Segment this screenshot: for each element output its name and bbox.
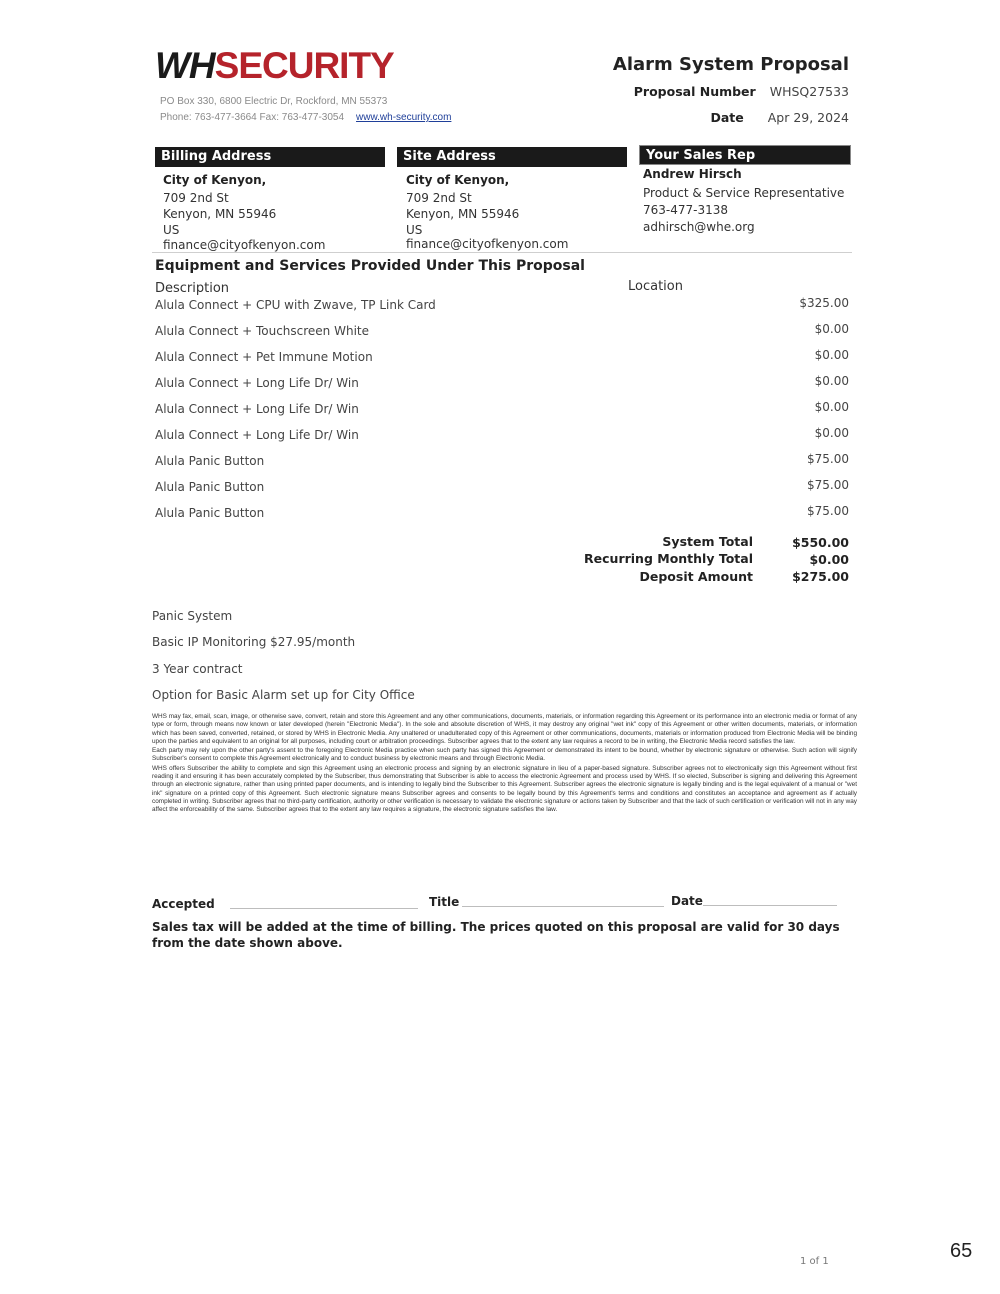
site-address-heading: Site Address <box>397 147 627 167</box>
item-price: $0.00 <box>814 400 849 414</box>
note-line: 3 Year contract <box>152 662 243 676</box>
item-description: Alula Panic Button <box>155 480 265 494</box>
sales-rep-email: adhirsch@whe.org <box>643 220 755 234</box>
company-website-link[interactable]: www.wh-security.com <box>356 112 452 123</box>
item-price: $325.00 <box>799 296 849 310</box>
legal-terms <box>152 713 857 816</box>
billing-line1: 709 2nd St <box>163 191 229 205</box>
sales-rep-heading: Your Sales Rep <box>639 145 851 165</box>
billing-name: City of Kenyon, <box>163 173 267 187</box>
page-title: Alarm System Proposal <box>612 54 849 75</box>
deposit-amount-label: Deposit Amount <box>639 569 753 584</box>
company-address: PO Box 330, 6800 Electric Dr, Rockford, MN 55373 <box>160 96 388 107</box>
proposal-number-value: WHSQ27533 <box>769 84 849 99</box>
date-label: Date <box>710 110 744 125</box>
sales-tax-note: Sales tax will be added at the time of billing. The prices quoted on this proposal are valid for 30 days from the date shown above. <box>152 920 840 950</box>
date-signature-label: Date <box>671 894 703 908</box>
item-description: Alula Connect + Pet Immune Motion <box>155 350 373 364</box>
legal-paragraph: WHS may fax, email, scan, image, or otherwise save, convert, retain and store this Agreement and any other communications, documents, materials, or information regarding this Agreement or its performance into an electronic media or format of any type or form, through means now known or later developed (herein "Electronic Media"). In the sole and absolute discretion of WHS, it may destroy any original "wet ink" copy of this Agreement or other written documents, materials, or information which has been saved, converted, retained, or stored by WHS in Electronic Media. Any unaltered or unadulterated copy of this Agreement or other communications, documents, materials or information produced from Electronic Media will be binding upon the parties and equivalent to an original for all purposes, including court or arbitration proceedings. Subscriber agrees that to the extent any law requires a record to be in writing, the Electronic Media record satisfies the law. <box>152 713 857 745</box>
date-signature-line[interactable] <box>703 905 837 906</box>
deposit-amount-value: $275.00 <box>792 569 849 584</box>
sales-rep-phone: 763-477-3138 <box>643 203 729 217</box>
title-signature-line[interactable] <box>462 906 664 907</box>
company-phone: Phone: 763-477-3664 Fax: 763-477-3054 <box>160 112 345 123</box>
accepted-signature-line[interactable] <box>230 908 418 909</box>
site-country: US <box>406 223 423 237</box>
note-line: Panic System <box>152 609 233 623</box>
note-line: Option for Basic Alarm set up for City Office <box>152 688 415 702</box>
site-email: finance@cityofkenyon.com <box>406 237 569 251</box>
item-price: $0.00 <box>814 374 849 388</box>
accepted-label: Accepted <box>152 897 215 911</box>
billing-address-block <box>163 172 276 238</box>
date-row <box>710 110 849 125</box>
item-description: Alula Connect + Touchscreen White <box>155 324 369 338</box>
item-description: Alula Connect + Long Life Dr/ Win <box>155 376 359 390</box>
logo-wh: WH <box>155 45 215 86</box>
site-address-block <box>406 172 519 238</box>
legal-paragraph: WHS offers Subscriber the ability to complete and sign this Agreement using an electronic process and signing by an electronic signature in lieu of a paper-based signature. Subscriber agrees not to electronically sign this Agreement without first reading it and ensuring it has been accurately completed by the Subscriber, thus demonstrating that Subscriber is able to access the electronic Agreement and process used by WHS. If so elected, Subscriber is signing and delivering this Agreement through an electronic signature, rather than using printed paper documents, and is intending to legally bind the Subscriber to this Agreement. Subscriber agrees the electronic signature is legally binding and is the legal equivalent of a manual or "wet ink" signature on a printed copy of this Agreement. Such electronic signature means Subscriber agrees and consents to be legally bound by this Agreement's terms and conditions and constitutes an acceptance and agreement as if actually completed in writing. Subscriber agrees that no third-party certification, authority or other verification is necessary to validate the electronic signature or actions taken by Subscriber and that the lack of such certification or verification will not in any way affect the enforceability of the same. Subscriber agrees that to the extent any law requires a signature, the electronic signature satisfies the law. <box>152 764 857 814</box>
sales-rep-role: Product & Service Representative <box>643 186 845 200</box>
item-price: $0.00 <box>814 322 849 336</box>
site-line1: 709 2nd St <box>406 191 472 205</box>
page-count: 1 of 1 <box>800 1256 829 1267</box>
item-description: Alula Connect + CPU with Zwave, TP Link Card <box>155 298 436 312</box>
item-price: $0.00 <box>814 426 849 440</box>
sales-rep-block <box>643 166 844 236</box>
item-price: $75.00 <box>807 504 849 518</box>
item-description: Alula Connect + Long Life Dr/ Win <box>155 402 359 416</box>
note-line: Basic IP Monitoring $27.95/month <box>152 635 356 649</box>
company-logo <box>155 44 394 88</box>
logo-security: SECURITY <box>214 45 394 86</box>
system-total-label: System Total <box>662 534 753 549</box>
title-label: Title <box>429 895 460 909</box>
legal-paragraph: Each party may rely upon the other party's assent to the foregoing Electronic Media practice when such party has signed this Agreement or demonstrated its intent to be bound, whether by electronic signature or otherwise. Such action will signify Subscriber's consent to complete this Agreement electronically and to conduct business by electronic means and through Electronic Media. <box>152 747 857 763</box>
item-price: $75.00 <box>807 478 849 492</box>
proposal-number-row <box>634 84 849 99</box>
billing-line2: Kenyon, MN 55946 <box>163 207 277 221</box>
description-column-header: Description <box>155 281 230 296</box>
recurring-monthly-value: $0.00 <box>809 552 849 567</box>
recurring-monthly-label: Recurring Monthly Total <box>584 551 753 566</box>
item-price: $75.00 <box>807 452 849 466</box>
section-divider <box>152 252 852 253</box>
equipment-section-title: Equipment and Services Provided Under This Proposal <box>155 258 585 274</box>
site-line2: Kenyon, MN 55946 <box>406 207 520 221</box>
proposal-number-label: Proposal Number <box>633 84 756 99</box>
billing-address-heading: Billing Address <box>155 147 385 167</box>
site-name: City of Kenyon, <box>406 173 510 187</box>
location-column-header: Location <box>628 279 683 294</box>
date-value: Apr 29, 2024 <box>767 110 849 125</box>
item-description: Alula Connect + Long Life Dr/ Win <box>155 428 359 442</box>
company-contact-line <box>160 112 451 123</box>
system-total-value: $550.00 <box>792 535 849 550</box>
billing-country: US <box>163 223 180 237</box>
sales-rep-name: Andrew Hirsch <box>643 167 742 181</box>
billing-email: finance@cityofkenyon.com <box>163 238 326 252</box>
item-description: Alula Panic Button <box>155 454 265 468</box>
item-price: $0.00 <box>814 348 849 362</box>
page-number: 65 <box>950 1240 973 1262</box>
item-description: Alula Panic Button <box>155 506 265 520</box>
